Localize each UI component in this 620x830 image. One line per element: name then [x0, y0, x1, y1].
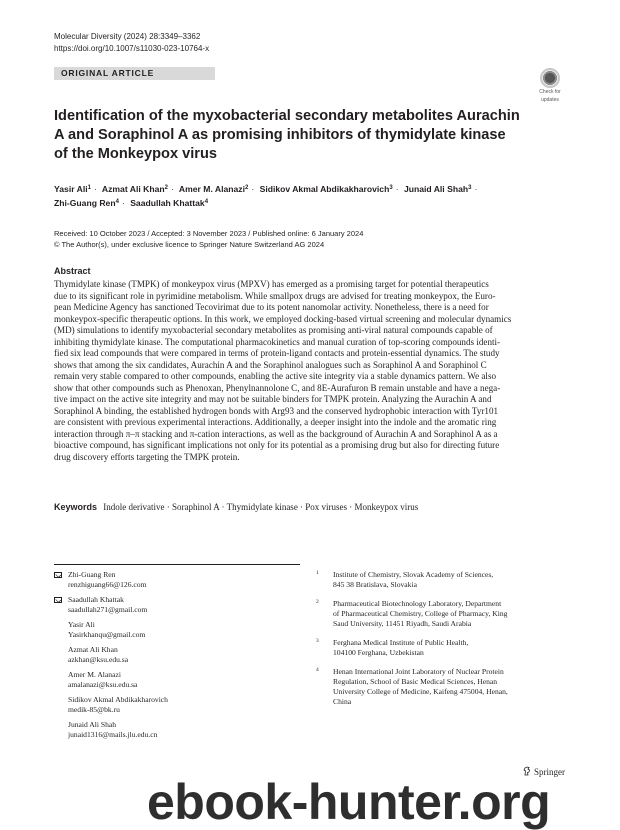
- contact-name: Yasir Ali: [68, 620, 95, 629]
- abstract-line: bioactive compound, has significant implications not only for its potential as a promising drug but also for directing future: [54, 440, 500, 450]
- affiliations: [316, 570, 566, 716]
- contact-email[interactable]: saadullah271@gmail.com: [68, 605, 148, 614]
- contact-entry: [54, 595, 304, 615]
- author-name[interactable]: Saadullah Khattak: [130, 198, 205, 208]
- contact-entry: [54, 670, 304, 690]
- abstract-heading: Abstract: [54, 266, 91, 276]
- check-for-updates-badge[interactable]: [534, 68, 566, 102]
- author-affiliation-ref: 1: [87, 185, 91, 191]
- abstract-line: remain very stable compared to other compounds, enabling the active site integrity via a stable dynamics pattern. We also: [54, 371, 497, 381]
- abstract-line: fied six lead compounds that were compared in terms of protein-ligand contacts and protein-essential dynamics. The study: [54, 348, 500, 358]
- affiliation-number: 1: [316, 570, 319, 576]
- article-type-label: ORIGINAL ARTICLE: [54, 67, 215, 80]
- abstract-line: inhibiting thymidylate kinase. The computational pharmacokinetics and manual curation of top-scoring compounds identi-: [54, 336, 501, 347]
- contact-entry: [54, 570, 304, 590]
- author-list: Yasir Ali$^1$ · Azmat Ali Khan$^2$ · Amer M. Alanazi$^2$ · Sidikov Akmal Abdikakharovich$^3$ · Junaid Ali Shah$^3$ · Zhi-Guang Ren$^4$ · Saadullah Khattak$^4$: [54, 184, 478, 208]
- copyright-line: © The Author(s), under exclusive licence to Springer Nature Switzerland AG 2024: [54, 240, 325, 249]
- abstract-line: Thymidylate kinase (TMPK) of monkeypox virus (MPXV) has emerged as a promising target for potential therapeutics: [54, 279, 489, 289]
- author-name[interactable]: Zhi-Guang Ren: [54, 198, 116, 208]
- abstract-line: monkeypox-specific therapeutic options. In this work, we employed docking-based virtual screening and molecular dynamics: [54, 313, 512, 324]
- abstract-line: shows that among the six candidates, Aurachin A and the Soraphinol analogues such as Soraphinol A and Soraphinol C: [54, 359, 487, 370]
- affiliation-entry: [316, 638, 566, 658]
- abstract-line: show that other compounds such as Phenoxan, Phenylnannolone C, and 8E-Aurafuron B remain unstable and have a nega-: [54, 382, 501, 393]
- footnote-divider: [54, 564, 300, 565]
- contact-email[interactable]: Yasirkhanqu@gmail.com: [68, 630, 146, 639]
- abstract-line: pean Medicine Agency has sanctioned Tecovirimat due to its potent nanomolar activity. Nonetheless, there is a need for: [54, 302, 489, 312]
- affiliation-line: Henan International Joint Laboratory of Nuclear Protein: [333, 667, 504, 676]
- abstract-line: drug discovery efforts targeting the TMPK protein.: [54, 451, 240, 462]
- title-line: Identification of the myxobacterial secondary metabolites Aurachin: [54, 108, 520, 124]
- affiliation-line: Saud University, 11451 Riyadh, Saudi Arabia: [333, 619, 472, 628]
- affiliation-line: of Pharmaceutical Chemistry, College of Pharmacy, King: [333, 609, 508, 618]
- check-for-updates-icon: [540, 68, 560, 88]
- contact-name: Junaid Ali Shah: [68, 720, 117, 729]
- contact-email[interactable]: azkhan@ksu.edu.sa: [68, 655, 129, 664]
- contact-name: Saadullah Khattak: [68, 595, 124, 604]
- abstract-line: (MD) simulations to identify myxobacterial secondary metabolites as promising anti-viral natural compounds capable of: [54, 325, 493, 335]
- contact-entry: [54, 645, 304, 665]
- affiliation-line: University College of Medicine, Kaifeng 475004, Henan,: [333, 687, 508, 696]
- author-affiliation-ref: 4: [204, 199, 209, 205]
- affiliation-line: Institute of Chemistry, Slovak Academy of Sciences,: [333, 570, 494, 579]
- doi-link[interactable]: https://doi.org/10.1007/s11030-023-10764-x: [54, 44, 210, 53]
- date-history: Received: 10 October 2023 / Accepted: 3 November 2023 / Published online: 6 January 2024: [54, 229, 364, 238]
- badge-line-1: Check for: [539, 89, 561, 95]
- affiliation-number: 2: [316, 599, 319, 605]
- watermark-text: ebook-hunter.org: [147, 774, 551, 830]
- affiliation-line: 845 38 Bratislava, Slovakia: [333, 580, 417, 589]
- contact-email[interactable]: renzhiguang66@126.com: [68, 580, 147, 589]
- affiliation-line: 104100 Ferghana, Uzbekistan: [333, 648, 424, 657]
- article-title: [54, 107, 534, 164]
- affiliation-number: 4: [316, 667, 319, 673]
- author-name[interactable]: Sidikov Akmal Abdikakharovich: [259, 184, 390, 194]
- affiliation-entry: [316, 667, 566, 707]
- contact-name: Azmat Ali Khan: [68, 645, 118, 654]
- contact-entry: [54, 620, 304, 640]
- publisher-name: Springer: [534, 767, 565, 777]
- affiliation-entry: [316, 570, 566, 590]
- author-affiliation-ref: 4: [115, 199, 119, 205]
- badge-line-2: updates: [541, 96, 559, 103]
- keywords-line: [54, 502, 418, 512]
- journal-header: [54, 31, 209, 55]
- author-name[interactable]: Yasir Ali: [54, 184, 88, 194]
- contact-entry: [54, 720, 304, 740]
- affiliation-line: Ferghana Medical Institute of Public Health,: [333, 638, 469, 647]
- keywords-text: Indole derivative · Soraphinol A · Thymidylate kinase · Pox viruses · Monkeypox virus: [103, 502, 419, 512]
- abstract-line: are consistent with previous experimental interactions. Additionally, a deeper insight into the indole and the aromatic ring: [54, 417, 497, 427]
- abstract-line: tive impact on the active site integrity and may not be suitable binders for TMPK protein. Analyzing the Aurachin A and: [54, 394, 492, 404]
- contact-email[interactable]: medik-85@bk.ru: [68, 705, 120, 714]
- affiliation-number: 3: [316, 638, 319, 644]
- publication-dates: [54, 228, 363, 250]
- author-name[interactable]: Azmat Ali Khan: [101, 184, 165, 194]
- contact-entry: [54, 695, 304, 715]
- journal-citation: Molecular Diversity (2024) 28:3349–3362: [54, 32, 201, 41]
- contact-name: Amer M. Alanazi: [68, 670, 121, 679]
- author-contacts: [54, 570, 304, 745]
- affiliation-line: Pharmaceutical Biotechnology Laboratory, Department: [333, 599, 502, 608]
- author-affiliation-ref: 2: [244, 185, 249, 191]
- title-line: A and Soraphinol A as promising inhibitors of thymidylate kinase: [54, 127, 506, 143]
- contact-name: Zhi-Guang Ren: [68, 570, 116, 579]
- affiliation-line: Regulation, School of Basic Medical Sciences, Henan: [333, 677, 498, 686]
- abstract-line: Soraphinol A binding, the established hydrogen bonds with Arg93 and the conserved hydrophobic interaction with Tyr101: [54, 405, 499, 416]
- abstract-body: [54, 279, 566, 463]
- envelope-icon: [54, 572, 62, 578]
- author-affiliation-ref: 2: [164, 185, 168, 191]
- keywords-label: Keywords: [54, 502, 98, 512]
- contact-email[interactable]: junaid1316@mails.jlu.edu.cn: [68, 730, 158, 739]
- title-line: of the Monkeypox virus: [54, 146, 217, 162]
- abstract-line: interaction through π–π stacking and π-cation interactions, as well as the background of Aurachin A and Soraphinol A as a: [54, 428, 498, 439]
- contact-name: Sidikov Akmal Abdikakharovich: [68, 695, 168, 704]
- envelope-icon: [54, 597, 62, 603]
- affiliation-line: China: [333, 697, 352, 706]
- author-affiliation-ref: 3: [389, 185, 393, 191]
- affiliation-entry: [316, 599, 566, 629]
- author-name[interactable]: Junaid Ali Shah: [403, 184, 469, 194]
- author-affiliation-ref: 3: [468, 185, 472, 191]
- author-name[interactable]: Amer M. Alanazi: [178, 184, 245, 194]
- abstract-line: due to its significant role in pyrimidine metabolism. While smallpox drugs are advised for treating monkeypox, the Euro-: [54, 290, 496, 301]
- contact-email[interactable]: amalanazi@ksu.edu.sa: [68, 680, 138, 689]
